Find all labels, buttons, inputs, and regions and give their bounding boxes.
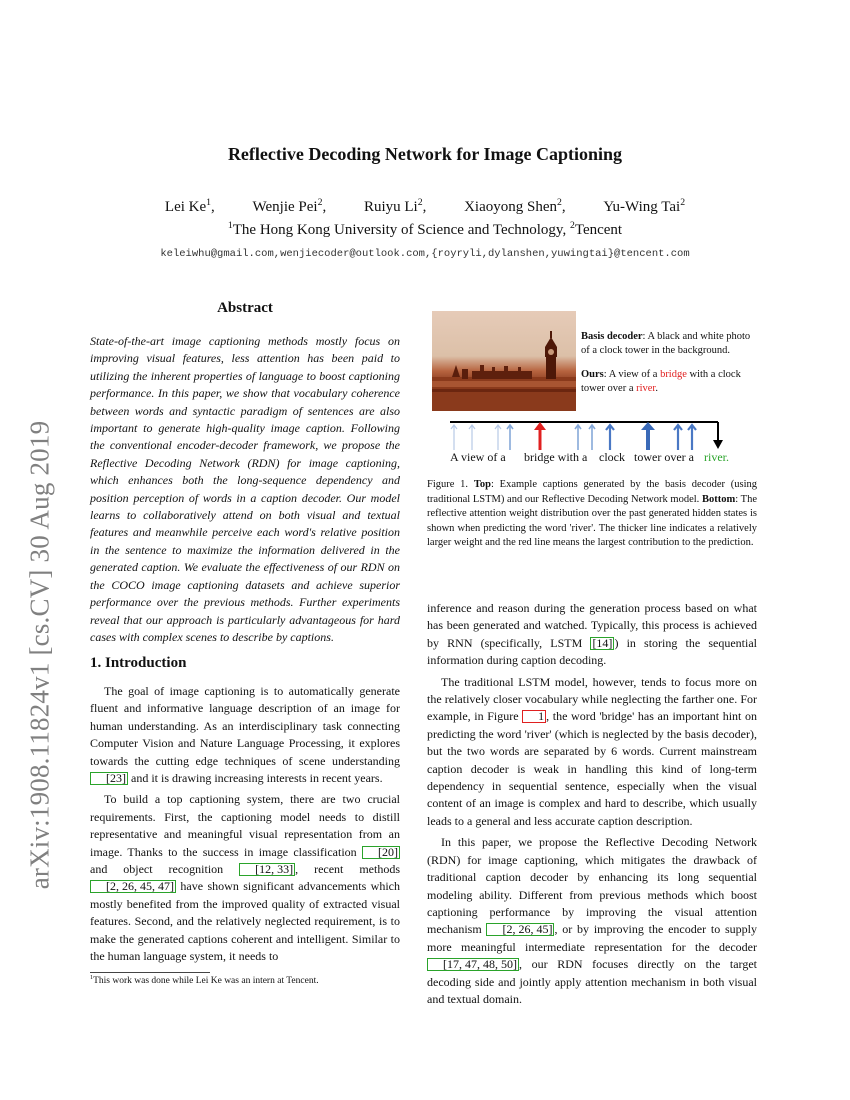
footnote-divider (90, 972, 210, 973)
caption-word: clock (599, 450, 625, 464)
intro-paragraph: The goal of image captioning is to automatically generate fluent and informative language description of an image for human understanding. As an interdisciplinary task connecting Computer Vision and Nature Language Processing, it explores towards the cutting edge techniques of scene understanding [23] and it is drawing increasing interests in recent years. (90, 684, 400, 786)
figure-caption: Figure 1. Top: Example captions generated by the basis decoder (using traditional LSTM) and our Reflective Decoding Network model. Bottom: The reflective attention weight distribution over the past generated hidden states is shown when predicting the word 'river'. The thicker line indicates a relatively larger weight and the red line means the largest contribution to the prediction. (427, 479, 757, 549)
footnote: $^1$This work was done while Lei Ke was an intern at Tencent. (90, 974, 319, 986)
caption-word: bridge with a (524, 450, 588, 464)
skyline-illustration (432, 311, 576, 411)
citation-link[interactable]: [17, 47, 48, 50] (427, 958, 519, 971)
section-heading-introduction: 1. Introduction (90, 655, 187, 671)
body-paragraph: In this paper, we propose the Reflective Decoding Network (RDN) for image captioning, which mitigates the drawback of traditional caption decoder by enhancing its long sequential modeling ability. Different from previous methods which boost captioning performance by improving the visual attention mechanism [2, 26, 45] , or by improving the encoder to supply more meaningful intermediate representation for the decoder [17, 47, 48, 50] , our RDN focuses directly on the target decoding side and jointly apply attention mechanism in both visual and textual domain. (427, 835, 757, 1006)
caption-word-highlight: river. (704, 450, 729, 464)
author: Wenjie Pei$^2$, (252, 197, 327, 215)
figure-photo-london-skyline (432, 311, 576, 411)
citation-link[interactable]: [2, 26, 45, 47] (90, 880, 176, 893)
right-column-body (427, 600, 757, 1012)
author-list (0, 199, 850, 216)
body-paragraph: inference and reason during the generation process based on what has been generated and watched. Typically, this process is achieved by RNN (specifically, LSTM [14] ) in storing the sequential information during caption decoding. (427, 601, 757, 668)
ours-caption: Ours: A view of a bridge with a clock tower over a river. (581, 369, 741, 394)
body-paragraph: The traditional LSTM model, however, tends to focus more on the relatively closer vocabulary while neglecting the farther one. For example, in Figure 1 , the word 'bridge' has an important hint on predicting the word 'river' (which is neglected by the basis decoder), but the two words are separated by 6 words. Current mainstream caption decoder is weak in handling this kind of long-term dependency in sequential sentence, especially when the visual content of an image is complex and hard to describe, which usually leads to a general and less accurate caption description. (427, 674, 758, 828)
affiliations: $^1$The Hong Kong University of Science and Technology, $^2$Tencent (227, 220, 623, 238)
abstract-text: State-of-the-art image captioning methods mostly focus on improving visual features, less attention has been paid to utilizing the inherent properties of language to boost captioning performance. In this paper, we show that vocabulary coherence between words and syntactic paradigm of sentences are also important to generate high-quality image caption. Following the conventional encoder-decoder framework, we propose the Reflective Decoding Network (RDN) for image captioning, which enhances both the long-sequence dependency and position perception of words in a caption decoder. Our model learns to collaboratively attend on both visual and textual features and meanwhile perceive each word's relative position in the sentence to maximize the information delivered in the generated caption. We evaluate the effectiveness of our RDN on the COCO image captioning datasets and achieve superior performance over the previous methods. Further experiments reveal that our approach is particularly advantageous for hard cases with complex scenes to describe by captions. (90, 334, 400, 644)
basis-decoder-caption: Basis decoder: A black and white photo of a clock tower in the background. (581, 331, 751, 356)
left-column-body (90, 683, 400, 970)
caption-word: A view of a (450, 450, 506, 464)
intro-paragraph: To build a top captioning system, there are two crucial requirements. First, the captioning model needs to distill representative and meaningful visual representation from an image. Thanks to the success in image classification [20] and object recognition [12, 33] , recent methods [2, 26, 45, 47] have shown significant advancements which mostly benefited from the improved quality of extracted visual features. Second, and the relatively neglected requirement, is to make the generated captions coherent and intelligent. Similar to the human language system, it needs to (90, 792, 401, 964)
citation-link[interactable]: [14] (592, 635, 613, 650)
arxiv-identifier: arXiv:1908.11824v1 [cs.CV] 30 Aug 2019 (24, 420, 55, 890)
citation-link[interactable]: [12, 33] (239, 863, 295, 876)
paper-title: Reflective Decoding Network for Image Captioning (227, 144, 623, 164)
figure-reference-link[interactable]: 1 (522, 710, 546, 723)
citation-link[interactable]: [23] (90, 772, 128, 785)
attention-arrows-diagram (448, 416, 738, 452)
citation-link[interactable]: [2, 26, 45] (486, 923, 554, 936)
author: Lei Ke$^1$, (164, 197, 215, 215)
author: Yu-Wing Tai$^2$ (603, 197, 686, 215)
citation-link[interactable]: [20] (362, 846, 400, 859)
author-emails: keleiwhu@gmail.com,wenjiecoder@outlook.com,{royryli,dylanshen,yuwingtai}@tencent.com (160, 248, 690, 260)
author: Ruiyu Li$^2$, (363, 197, 427, 215)
abstract-heading: Abstract (217, 300, 273, 316)
author: Xiaoyong Shen$^2$, (464, 197, 566, 215)
caption-word: tower over a (634, 450, 694, 464)
